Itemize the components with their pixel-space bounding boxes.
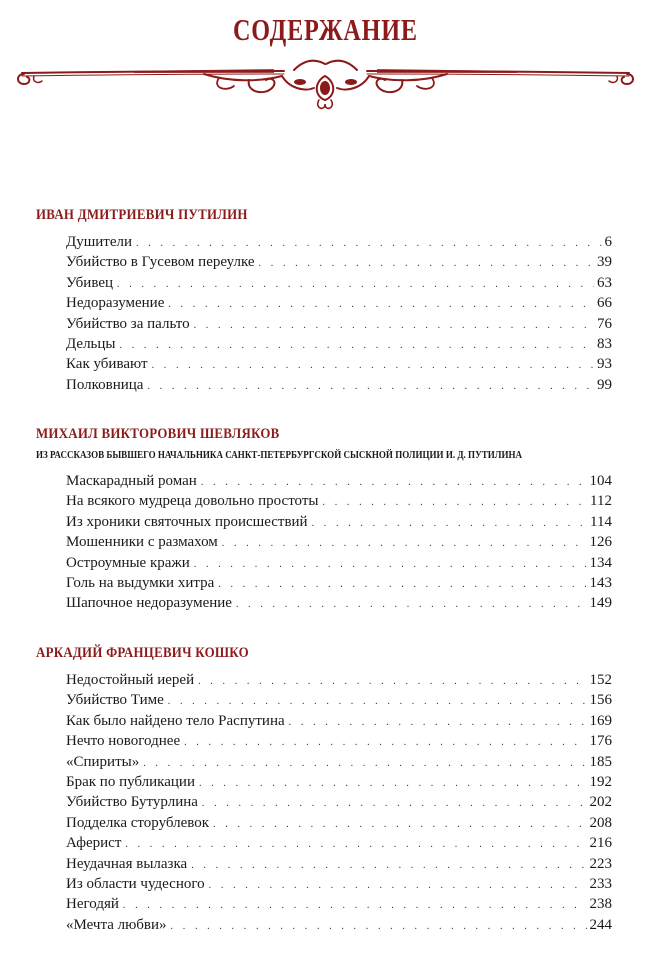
entry-page: 176 — [589, 733, 612, 750]
decorative-flourish — [14, 52, 637, 114]
entry-page: 6 — [604, 234, 612, 250]
entry-title: Аферист — [66, 835, 122, 852]
section-author-putilin: ИВАН ДМИТРИЕВИЧ ПУТИЛИН — [36, 207, 248, 223]
leader-dots — [209, 876, 587, 896]
toc-entry — [66, 915, 612, 935]
entry-title: Шапочное недоразумение — [66, 595, 232, 612]
entry-title: Полковница — [66, 376, 144, 393]
toc-entry — [66, 690, 612, 710]
toc-entry — [66, 854, 612, 874]
entry-page: 114 — [590, 513, 612, 530]
leader-dots — [123, 896, 587, 916]
entry-page: 208 — [589, 814, 612, 831]
leader-dots — [136, 234, 601, 254]
section-entries-koshko — [66, 670, 612, 935]
entry-title: Неудачная вылазка — [66, 855, 188, 872]
leader-dots — [147, 377, 594, 397]
toc-entry — [66, 375, 612, 395]
entry-page: 244 — [589, 916, 612, 933]
leader-dots — [198, 672, 586, 692]
leader-dots — [143, 754, 586, 774]
leader-dots — [289, 713, 587, 733]
entry-title: Недоразумение — [66, 295, 165, 312]
entry-title: Душители — [66, 234, 133, 250]
toc-entry — [66, 293, 612, 313]
leader-dots — [120, 336, 594, 356]
toc-entry — [66, 731, 612, 751]
toc-entry — [66, 553, 612, 573]
leader-dots — [117, 275, 594, 295]
section-author-shevlyakov: МИХАИЛ ВИКТОРОВИЧ ШЕВЛЯКОВ — [36, 426, 280, 442]
entry-page: 76 — [597, 315, 612, 332]
leader-dots — [125, 835, 586, 855]
toc-entry — [66, 512, 612, 532]
entry-page: 202 — [589, 794, 612, 811]
leader-dots — [171, 917, 587, 937]
entry-page: 216 — [589, 835, 612, 852]
leader-dots — [323, 493, 588, 513]
section-entries-putilin — [66, 232, 612, 395]
leader-dots — [218, 575, 586, 595]
entry-title: «Мечта любви» — [66, 916, 167, 933]
entry-page: 192 — [589, 773, 612, 790]
leader-dots — [236, 595, 587, 615]
entry-title: Голь на выдумки хитра — [66, 574, 215, 591]
leader-dots — [184, 733, 586, 753]
leader-dots — [213, 815, 586, 835]
toc-entry — [66, 792, 612, 812]
entry-title: Подделка сторублевок — [66, 814, 210, 831]
leader-dots — [168, 692, 587, 712]
entry-page: 223 — [589, 855, 612, 872]
leader-dots — [191, 856, 586, 876]
toc-entry — [66, 314, 612, 334]
toc-entry — [66, 593, 612, 613]
entry-page: 156 — [589, 692, 612, 709]
entry-title: Как было найдено тело Распутина — [66, 712, 285, 729]
toc-entry — [66, 334, 612, 354]
entry-page: 134 — [589, 554, 612, 571]
entry-title: На всякого мудреца довольно простоты — [66, 493, 319, 510]
entry-title: Остроумные кражи — [66, 554, 190, 571]
leader-dots — [194, 555, 587, 575]
leader-dots — [259, 254, 594, 274]
toc-entry — [66, 711, 612, 731]
entry-title: Брак по публикации — [66, 773, 195, 790]
toc-entry — [66, 354, 612, 374]
page-title: СОДЕРЖАНИЕ — [233, 12, 418, 47]
toc-entry — [66, 874, 612, 894]
toc-entry — [66, 752, 612, 772]
leader-dots — [199, 774, 587, 794]
entry-title: Из хроники святочных происшествий — [66, 513, 308, 530]
entry-title: Нечто новогоднее — [66, 733, 181, 750]
entry-page: 149 — [589, 595, 612, 612]
toc-entry — [66, 813, 612, 833]
toc-entry — [66, 252, 612, 272]
section-entries-shevlyakov — [66, 471, 612, 614]
leader-dots — [201, 473, 587, 493]
leader-dots — [222, 534, 587, 554]
entry-title: Как убивают — [66, 356, 148, 373]
leader-dots — [168, 295, 594, 315]
toc-entry — [66, 532, 612, 552]
entry-title: Убийство за пальто — [66, 315, 190, 332]
leader-dots — [152, 356, 594, 376]
toc-entry — [66, 573, 612, 593]
entry-page: 93 — [597, 356, 612, 373]
entry-page: 63 — [597, 274, 612, 291]
entry-page: 152 — [589, 672, 612, 688]
entry-page: 185 — [589, 753, 612, 770]
toc-entry — [66, 670, 612, 690]
entry-page: 126 — [589, 534, 612, 551]
toc-entry — [66, 772, 612, 792]
entry-title: Из области чудесного — [66, 875, 205, 892]
entry-page: 238 — [589, 896, 612, 913]
entry-page: 83 — [597, 335, 612, 352]
section-subtitle: ИЗ РАССКАЗОВ БЫВШЕГО НАЧАЛЬНИКА САНКТ-ПЕТЕРБУРГСКОЙ СЫСКНОЙ ПОЛИЦИИ И. Д. ПУТИЛИНА — [36, 449, 523, 461]
entry-title: Убийство Бутурлина — [66, 794, 198, 811]
entry-page: 104 — [589, 473, 612, 489]
entry-title: Негодяй — [66, 896, 119, 913]
toc-entry — [66, 491, 612, 511]
toc-entry — [66, 471, 612, 491]
entry-title: «Спириты» — [66, 753, 140, 770]
entry-page: 39 — [597, 254, 612, 271]
entry-page: 66 — [597, 295, 612, 312]
section-author-koshko: АРКАДИЙ ФРАНЦЕВИЧ КОШКО — [36, 645, 249, 661]
leader-dots — [194, 316, 594, 336]
entry-page: 99 — [597, 376, 612, 393]
entry-page: 233 — [589, 875, 612, 892]
toc-entry — [66, 273, 612, 293]
leader-dots — [202, 794, 587, 814]
entry-page: 112 — [590, 493, 612, 510]
toc-entry — [66, 833, 612, 853]
entry-title: Маскарадный роман — [66, 473, 197, 489]
toc-entry — [66, 232, 612, 252]
entry-title: Недостойный иерей — [66, 672, 195, 688]
leader-dots — [312, 514, 587, 534]
entry-title: Убивец — [66, 274, 114, 291]
toc-entry — [66, 894, 612, 914]
entry-page: 143 — [589, 574, 612, 591]
entry-page: 169 — [589, 712, 612, 729]
entry-title: Убийство в Гусевом переулке — [66, 254, 255, 271]
entry-title: Убийство Тиме — [66, 692, 164, 709]
entry-title: Дельцы — [66, 335, 116, 352]
entry-title: Мошенники с размахом — [66, 534, 218, 551]
